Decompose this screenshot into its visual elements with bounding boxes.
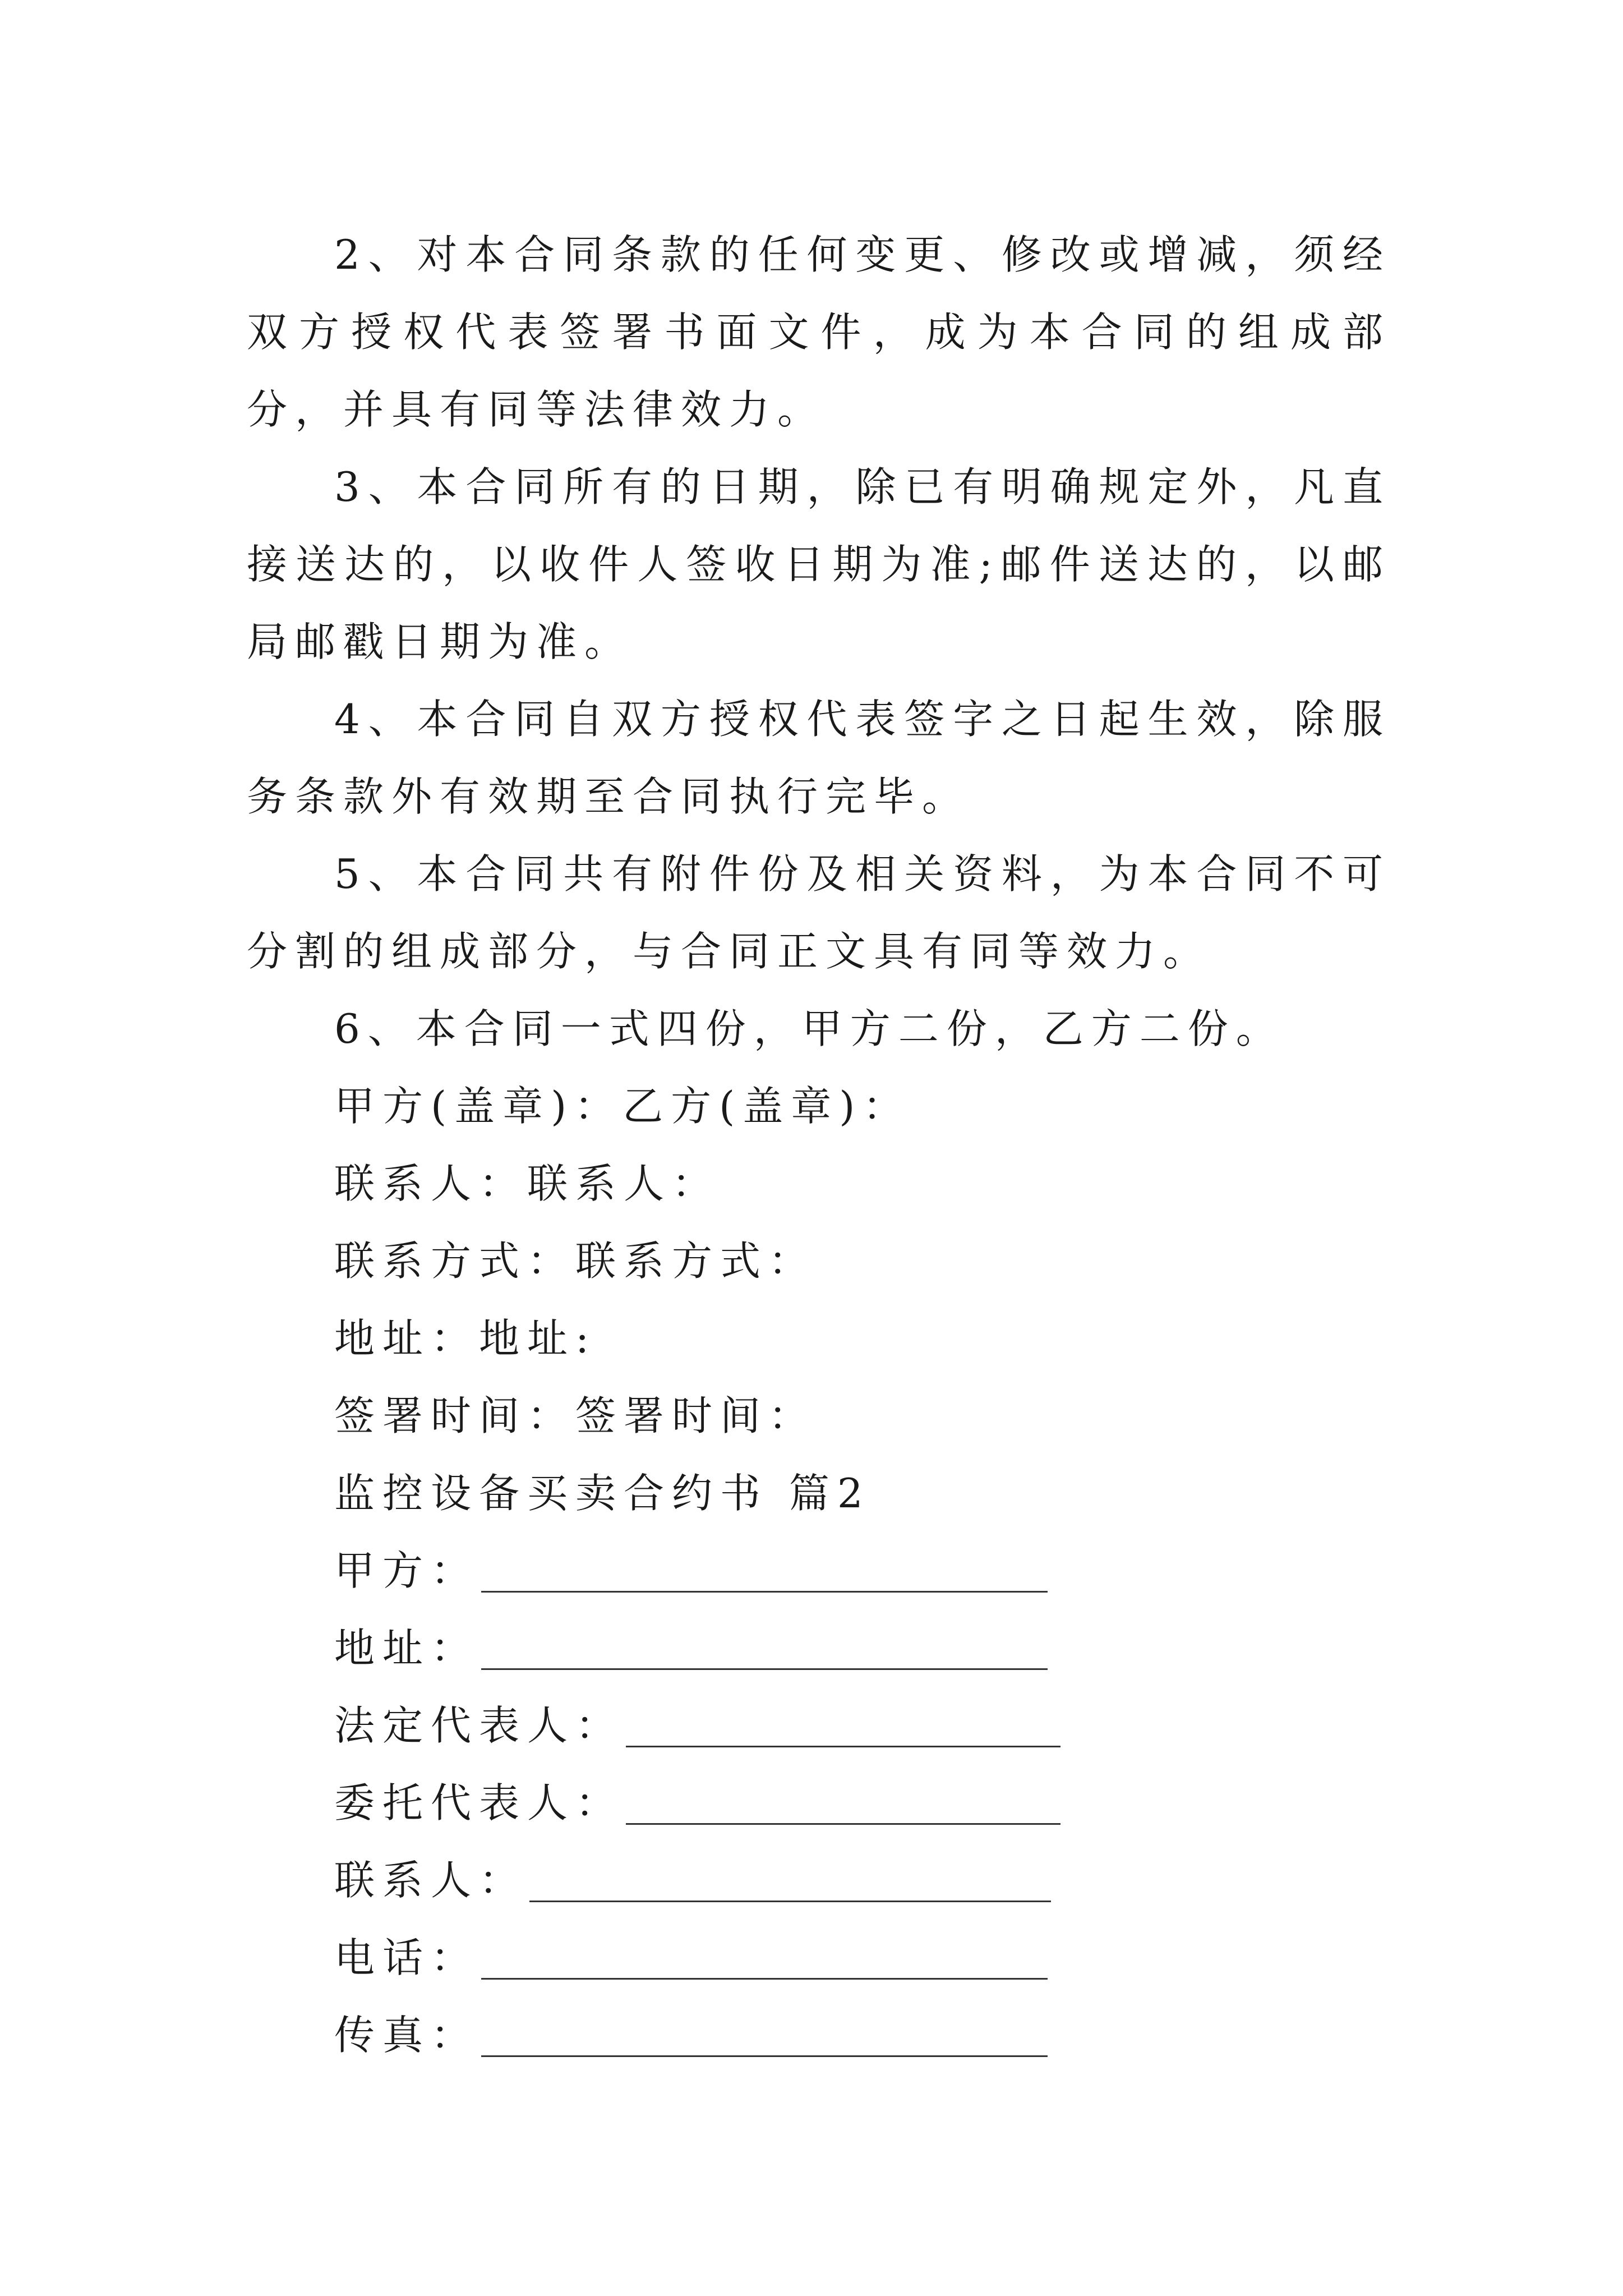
form-field-authorized-representative <box>247 1764 1391 1842</box>
blank-underline <box>481 2055 1048 2057</box>
form-field-legal-representative <box>247 1687 1391 1764</box>
blank-underline <box>529 1901 1051 1902</box>
signature-contact-line: 联系人：联系人： <box>334 1160 721 1207</box>
form-field-contact <box>247 1842 1391 1919</box>
field-label: 甲方： <box>334 1547 479 1594</box>
field-label: 传真： <box>334 2012 479 2059</box>
form-field-fax <box>247 1996 1391 2074</box>
signature-address-line: 地址：地址: <box>334 1315 597 1362</box>
clause-paragraph: 3、本合同所有的日期，除已有明确规定外，凡直接送达的，以收件人签收日期为准;邮件送达的，以邮局邮戳日期为准。 <box>247 463 1391 665</box>
clause-paragraph: 5、本合同共有附件份及相关资料，为本合同不可分割的组成部分，与合同正文具有同等效力。 <box>247 850 1391 975</box>
signature-date-line: 签署时间：签署时间： <box>334 1392 817 1439</box>
field-label: 电话： <box>334 1934 479 1981</box>
field-label: 委托代表人： <box>334 1779 624 1826</box>
clause-paragraph: 2、对本合同条款的任何变更、修改或增减，须经双方授权代表签署书面文件，成为本合同的组成部分，并具有同等法律效力。 <box>247 231 1391 433</box>
form-field-party-a <box>247 1532 1391 1609</box>
form-field-phone <box>247 1919 1391 1996</box>
clause-copies: 6、本合同一式四份，甲方二份，乙方二份。 <box>334 1005 1284 1052</box>
blank-underline <box>481 1978 1048 1980</box>
field-label: 法定代表人： <box>334 1702 624 1749</box>
blank-underline <box>626 1746 1061 1747</box>
clause-paragraph: 4、本合同自双方授权代表签字之日起生效，除服务条款外有效期至合同执行完毕。 <box>247 696 1391 820</box>
field-label: 联系人： <box>334 1857 528 1904</box>
field-label: 地址： <box>334 1625 479 1672</box>
document-page <box>247 216 1391 2074</box>
blank-underline <box>481 1668 1048 1670</box>
signature-seal-line: 甲方(盖章)：乙方(盖章)： <box>334 1083 911 1130</box>
section-heading: 监控设备买卖合约书 篇2 <box>334 1470 871 1517</box>
form-field-address <box>247 1609 1391 1687</box>
blank-underline <box>481 1591 1048 1593</box>
signature-contact-method-line: 联系方式：联系方式： <box>334 1237 817 1285</box>
blank-underline <box>626 1823 1061 1825</box>
